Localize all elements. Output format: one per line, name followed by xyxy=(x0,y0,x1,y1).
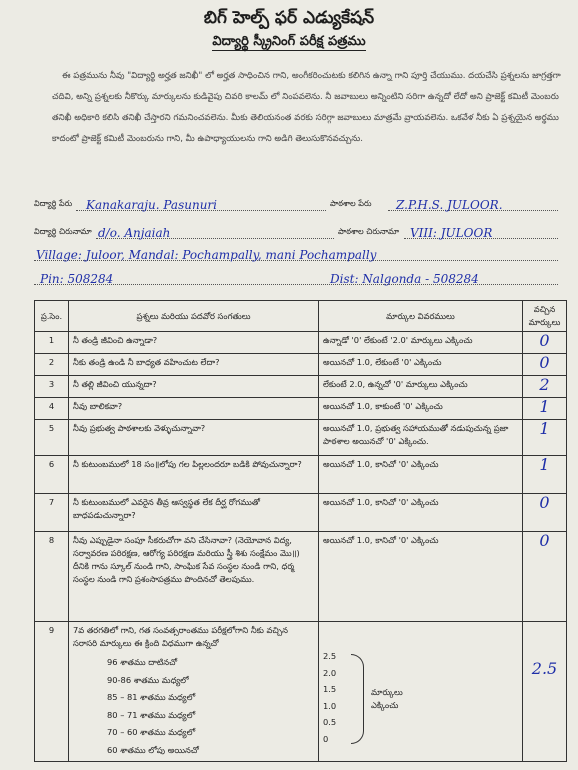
instructions-paragraph: ఈ పత్రమును నీవు "విద్యార్థి అర్హత జనిఖీ" లో అర్హత సాధించిన గాని, అంగీకరించుటకు కలిగిన ఉన్నా గాని పూర్తి చేయుము. దయచేసి ప్రశ్నలను జాగ్రత్తగా చదివి, అన్ని ప్రశ్నలకు నీకొర్కు మార్కులను కుడివైపు చివరి కాలమ్ లో నింపవలెను. నీ జవాబులు అన్నింటిని సరిగా ఉన్నదో లేదో అని ప్రాజెక్ట్ కమిటీ మెంబరు తనిఖీ అధికారి కలిసి తనిఖీ చేస్తారని గమనించవలెను. మీకు తెలియనంత వరకు సరిగ్గా జవాబులు మాత్రమే వ్రాయవలెను. ఒకవేళ నీకు ఏ ప్రశ్నయైన అర్థము కాదంటో ప్రాజెక్ట్ కమిటీ మెంబరును గాని, మీ ఉపాధ్యాయులను గాని అడిగి తెలుసుకొనవచ్చును. xyxy=(52,71,561,144)
score-value: 0.5 xyxy=(323,717,337,727)
table-row: 3 నీ తల్లి జీవించి యున్నదా? లేకుంటే 2.0, ఉన్నచో '0' మార్కులు ఎక్కించు 2 xyxy=(35,376,567,398)
marks-entry[interactable]: 1 xyxy=(523,398,567,420)
table-row: 4 నీవు బాలికవా? అయినచో 1.0, కాకుంటే '0' ఎక్కించు 1 xyxy=(35,398,567,420)
address-line-1-row xyxy=(0,242,578,264)
curly-brace xyxy=(351,654,364,744)
header-marks-details: మార్కుల వివరములు xyxy=(319,301,523,332)
header-questions: ప్రశ్నలు మరియు పదవోర సంగతులు xyxy=(69,301,319,332)
school-name-label: పాఠశాల పేరు xyxy=(330,199,372,208)
scale-label: ఎక్కించు xyxy=(371,700,399,710)
table-row: 8 నీవు ఎప్పుడైనా సంపూ సీకరుచోగా వని చేసినావా? (నెయోవాన విద్య, సర్వావరణ పరిరక్షణ, ఆరోగ్య పరిరక్షణ మరియు స్త్రీ శిశు సంక్షేమం మొ॥) దీనికి గాను స్కూల్ నుండి గాని, సాంఘిక సేవ సంస్థల నుండి గాని, ధర్మ సంస్థల నుండి గాని ప్రశంసాపత్రము పొందినచో తెలపుము. అయినచో 1.0, కానిచో '0' ఎక్కించు 0 xyxy=(35,532,567,622)
range-item: 96 శాతము దాటినచో xyxy=(107,657,178,667)
name-row xyxy=(0,192,578,214)
form-subtitle: విద్యార్థి స్క్రీనింగ్ పరీక్ష పత్రము xyxy=(212,34,366,49)
table-header-row xyxy=(35,301,567,332)
marks-entry[interactable]: 2 xyxy=(523,376,567,398)
table-row: 9 7వ తరగతిలో గాని, గత సంవత్సరాంతము పరీక్షలోగాని నీకు వచ్చిన సరాసరి మార్కులు ఈ క్రింది విధముగా ఉన్నచో 96 శాతము దాటినచో 90-86 శాతము మధ్యలో 85 – 81 శాతము మధ్యలో 80 – 71 శాతము మధ్యలో 70 – 60 శాతము మధ్యలో 60 శాతము లోపు అయినచో 2.5 2.0 1.5 1.0 0.5 0 మార్కులు ఎక్కించు 2.5 xyxy=(35,622,567,762)
student-address-label: విద్యార్థి చిరునామా xyxy=(34,227,92,236)
address-line-2[interactable]: Pin: 508284 xyxy=(40,272,114,286)
header-marks-obtained: వచ్చిన మార్కులు xyxy=(523,301,567,332)
range-item: 70 – 60 శాతము మధ్యలో xyxy=(107,727,196,737)
marks-entry[interactable]: 0 xyxy=(523,494,567,532)
score-value: 2.5 xyxy=(323,651,337,661)
marks-entry[interactable]: 1 xyxy=(523,456,567,494)
score-value: 1.0 xyxy=(323,700,337,711)
address-line-3[interactable]: Dist: Nalgonda - 508284 xyxy=(330,272,479,286)
school-address-label: పాఠశాల చిరునామా xyxy=(338,227,399,236)
score-value: 2.0 xyxy=(323,667,337,678)
table-row: 1 నీ తండ్రి జీవించి ఉన్నాడా? ఉన్నాడో '0' లేకుంటే '2.0' మార్కులు ఎక్కించు 0 xyxy=(35,332,567,354)
table-row: 2 నీకు తండ్రి ఉండి నీ బాధ్యత వహించుట లేదా? అయినచో 1.0, లేకుంటే '0' ఎక్కించు 0 xyxy=(35,354,567,376)
address-line-1[interactable]: Village: Juloor, Mandal: Pochampally, mani Pochampally xyxy=(36,248,377,262)
marks-entry[interactable]: 0 xyxy=(523,332,567,354)
marks-entry[interactable]: 0 xyxy=(523,532,567,622)
student-name-label: విద్యార్థి పేరు xyxy=(34,199,73,208)
address-line-2-row xyxy=(0,266,578,288)
table-row: 5 నీవు ప్రభుత్వ పాఠశాలకు వెళ్ళుచున్నావా? అయినచో 1.0, ప్రభుత్వ సహాయముతో నడుపుచున్న ప్రజా పాఠశాల అయినచో '0' ఎక్కించు. 1 xyxy=(35,420,567,456)
marks-entry[interactable]: 1 xyxy=(523,420,567,456)
table-row: 6 నీ కుటుంబములో 18 సం॥లోపు గల పిల్లలందరూ బడికి పోవుచున్నారా? అయినచో 1.0, కానిచో '0' ఎక్కించు 1 xyxy=(35,456,567,494)
range-item: 90-86 శాతము మధ్యలో xyxy=(107,674,189,685)
marks-entry[interactable]: 0 xyxy=(523,354,567,376)
student-name-value[interactable]: Kanakaraju. Pasunuri xyxy=(86,198,218,212)
score-value: 0 xyxy=(323,733,329,744)
scale-label: మార్కులు xyxy=(371,687,403,697)
screening-table xyxy=(34,300,567,762)
header-sno: ప్ర.సెం. xyxy=(35,301,69,332)
range-item: 80 – 71 శాతము మధ్యలో xyxy=(107,709,196,720)
form-title: బిగ్ హెల్ప్ ఫర్ ఎడ్యుకేషన్ xyxy=(203,8,375,28)
marks-entry[interactable]: 2.5 xyxy=(523,622,567,762)
school-address-value[interactable]: VIII: JULOOR xyxy=(410,226,493,240)
range-item: 60 శాతము లోపు అయినచో xyxy=(107,744,199,755)
table-row: 7 నీ కుటుంబములో ఎవరైన తీవ్ర ఆస్వస్థత లేక దీర్ఘ రోగముతో బాధపడుచున్నారా? అయినచో 1.0, కానిచో '0' ఎక్కించు 0 xyxy=(35,494,567,532)
score-scale xyxy=(323,648,518,756)
address-row xyxy=(0,220,578,242)
student-address-value[interactable]: d/o. Anjaiah xyxy=(98,226,171,240)
school-name-value[interactable]: Z.P.H.S. JULOOR. xyxy=(396,198,503,212)
percentage-range-list xyxy=(73,654,314,759)
score-value: 1.5 xyxy=(323,684,337,694)
range-item: 85 – 81 శాతము మధ్యలో xyxy=(107,692,196,702)
